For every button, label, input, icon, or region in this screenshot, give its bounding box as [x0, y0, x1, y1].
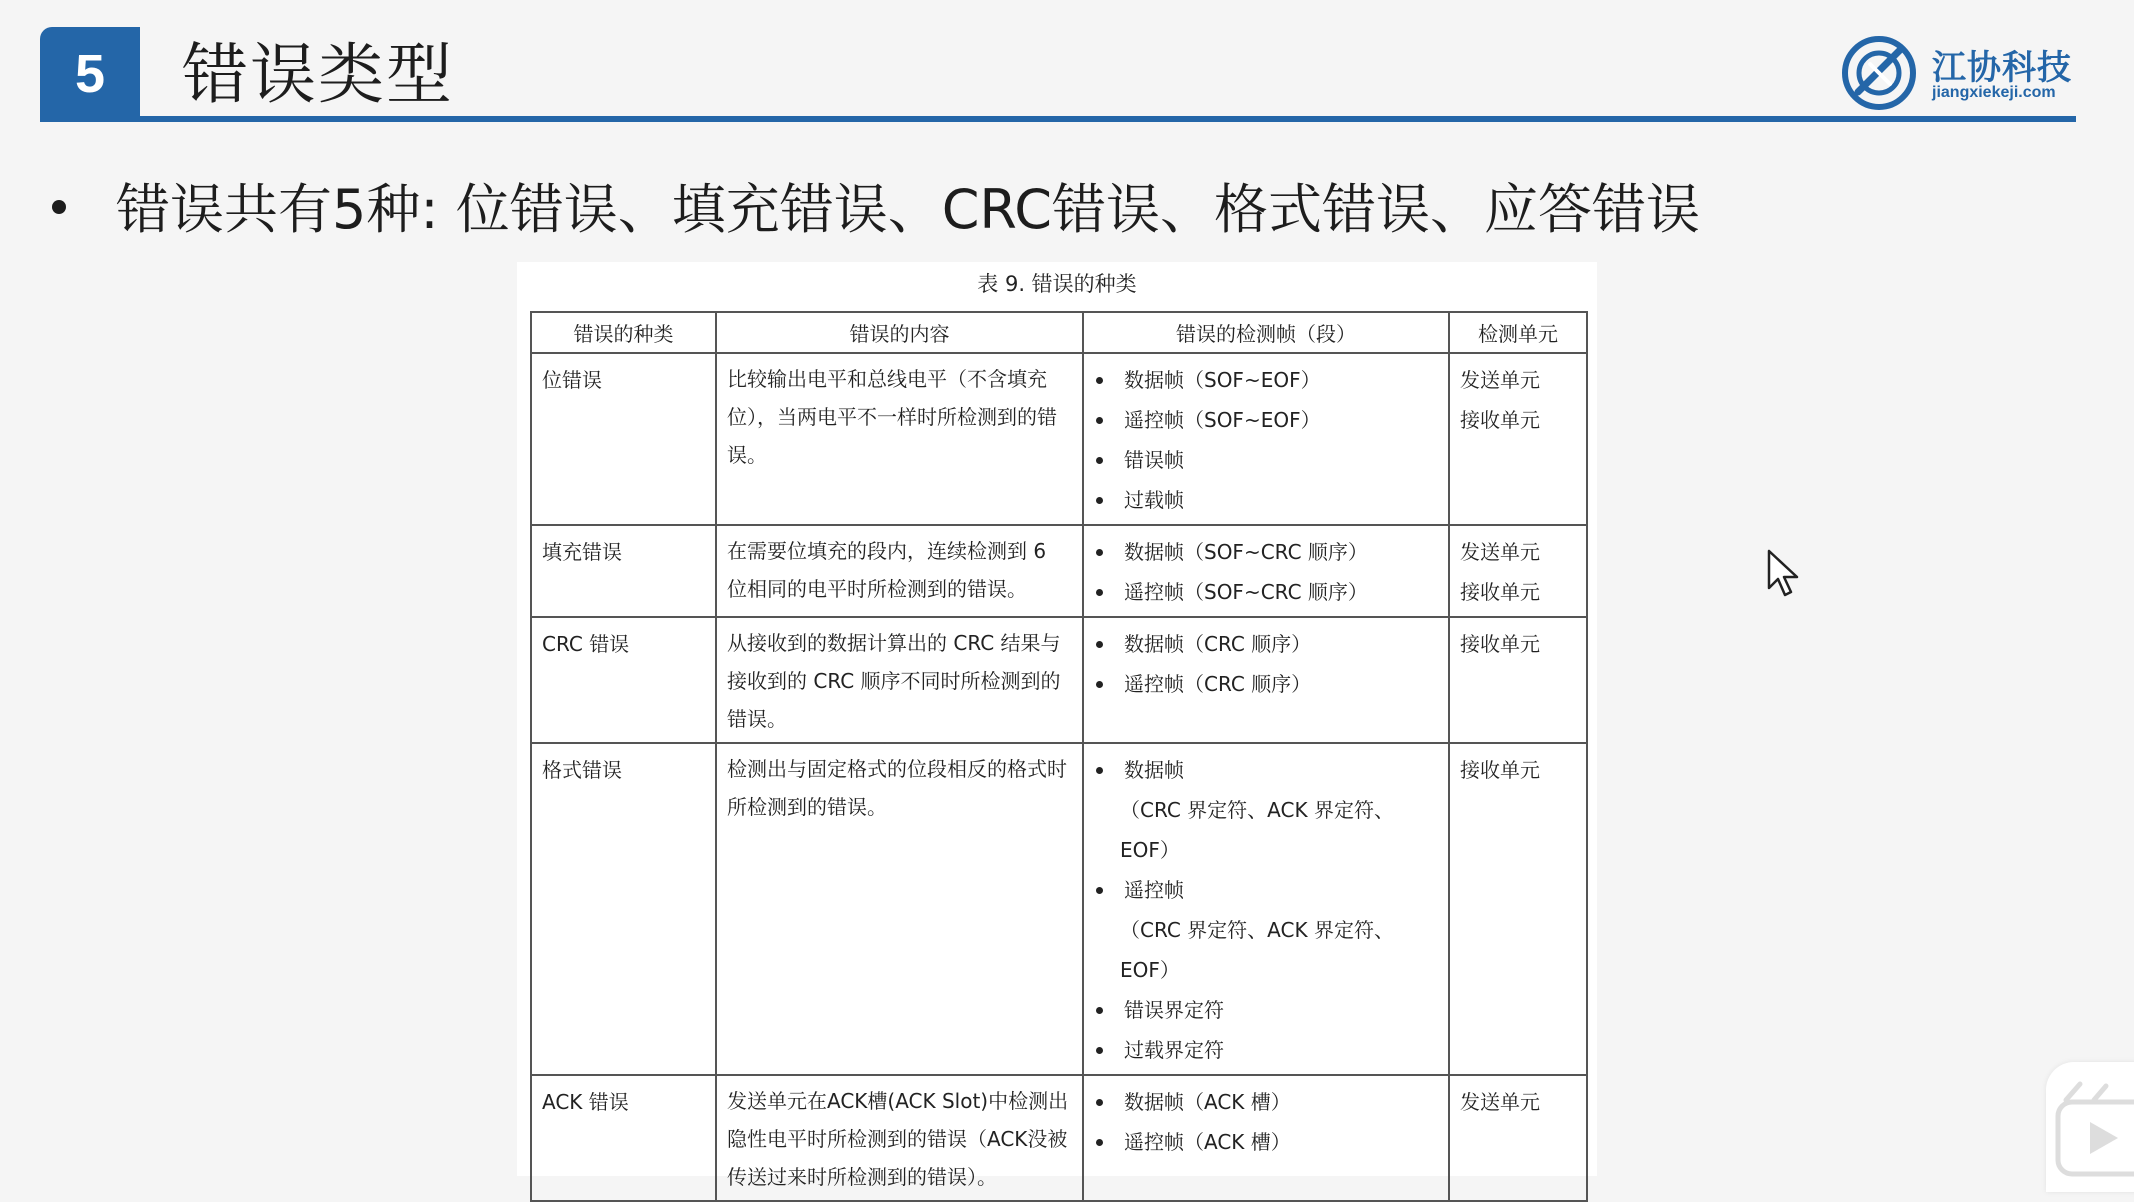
- frame-item: 过载帧: [1094, 480, 1438, 520]
- frame-item: 过载界定符: [1094, 1030, 1438, 1070]
- error-type-cell: 位错误: [531, 353, 716, 525]
- unit-label: 接收单元: [1460, 632, 1540, 656]
- error-type-cell: CRC 错误: [531, 617, 716, 743]
- detect-unit-cell: [1449, 617, 1587, 743]
- error-table-panel: [517, 262, 1597, 1189]
- frame-item: 数据帧（SOF~EOF）: [1094, 360, 1438, 400]
- table-row: [531, 353, 1587, 525]
- error-content-cell: 发送单元在ACK槽(ACK Slot)中检测出隐性电平时所检测到的错误（ACK没被传送过来时所检测到的错误）。: [716, 1075, 1083, 1201]
- frame-item: 遥控帧（CRC 顺序）: [1094, 664, 1438, 704]
- detect-frames-cell: [1083, 353, 1449, 525]
- header-cell: 错误的内容: [716, 312, 1083, 353]
- error-type-cell: 填充错误: [531, 525, 716, 617]
- detect-frames-cell: [1083, 1075, 1449, 1201]
- section-number: 5: [74, 44, 106, 104]
- table-header-row: [531, 312, 1587, 353]
- frame-item: 遥控帧（SOF~CRC 顺序）: [1094, 572, 1438, 612]
- bullet-point: [52, 170, 1700, 250]
- unit-label: 接收单元: [1460, 408, 1540, 432]
- play-icon[interactable]: [2046, 1062, 2134, 1192]
- frame-item: 遥控帧 （CRC 界定符、ACK 界定符、EOF）: [1094, 870, 1438, 990]
- error-content-cell: 在需要位填充的段内，连续检测到 6 位相同的电平时所检测到的错误。: [716, 525, 1083, 617]
- section-number-badge: [40, 27, 140, 121]
- frame-item: 数据帧（ACK 槽）: [1094, 1082, 1438, 1122]
- error-type-cell: ACK 错误: [531, 1075, 716, 1201]
- unit-label: 发送单元: [1460, 540, 1540, 564]
- unit-label: 接收单元: [1460, 580, 1540, 604]
- detect-frames-cell: [1083, 525, 1449, 617]
- header-cell: 错误的种类: [531, 312, 716, 353]
- error-types-table: [530, 311, 1588, 1202]
- table-row: [531, 525, 1587, 617]
- frame-item: 数据帧（SOF~CRC 顺序）: [1094, 532, 1438, 572]
- error-type-cell: 格式错误: [531, 743, 716, 1075]
- frame-item: 错误界定符: [1094, 990, 1438, 1030]
- header-cell: 检测单元: [1449, 312, 1587, 353]
- unit-label: 发送单元: [1460, 368, 1540, 392]
- detect-frames-cell: [1083, 617, 1449, 743]
- detect-frames-cell: [1083, 743, 1449, 1075]
- frame-item: 遥控帧（SOF~EOF）: [1094, 400, 1438, 440]
- frame-item: 遥控帧（ACK 槽）: [1094, 1122, 1438, 1162]
- mouse-cursor-icon: [1766, 548, 1802, 600]
- detect-unit-cell: [1449, 525, 1587, 617]
- frame-item: 数据帧 （CRC 界定符、ACK 界定符、EOF）: [1094, 750, 1438, 870]
- detect-unit-cell: [1449, 743, 1587, 1075]
- logo-name: 江协科技: [1932, 48, 2072, 88]
- error-content-cell: 比较输出电平和总线电平（不含填充位），当两电平不一样时所检测到的错误。: [716, 353, 1083, 525]
- detect-unit-cell: [1449, 353, 1587, 525]
- video-play-widget[interactable]: [2046, 1062, 2134, 1192]
- frame-item: 数据帧（CRC 顺序）: [1094, 624, 1438, 664]
- error-content-cell: 检测出与固定格式的位段相反的格式时所检测到的错误。: [716, 743, 1083, 1075]
- unit-label: 发送单元: [1460, 1090, 1540, 1114]
- table-row: [531, 1075, 1587, 1201]
- table-row: [531, 617, 1587, 743]
- slide-title: 错误类型: [182, 36, 454, 113]
- title-divider: [40, 116, 2076, 122]
- logo-url: jiangxiekeji.com: [1932, 84, 2056, 101]
- bullet-dot-icon: [52, 200, 66, 214]
- brand-logo: [1840, 32, 2070, 112]
- header-cell: 错误的检测帧（段）: [1083, 312, 1449, 353]
- frame-item: 错误帧: [1094, 440, 1438, 480]
- table-caption: 表 9. 错误的种类: [977, 272, 1137, 296]
- table-row: [531, 743, 1587, 1075]
- bullet-text: 错误共有5种: 位错误、填充错误、CRC错误、格式错误、应答错误: [116, 178, 1700, 241]
- unit-label: 接收单元: [1460, 758, 1540, 782]
- detect-unit-cell: [1449, 1075, 1587, 1201]
- logo-mark-icon: [1840, 34, 1918, 112]
- error-content-cell: 从接收到的数据计算出的 CRC 结果与接收到的 CRC 顺序不同时所检测到的错误。: [716, 617, 1083, 743]
